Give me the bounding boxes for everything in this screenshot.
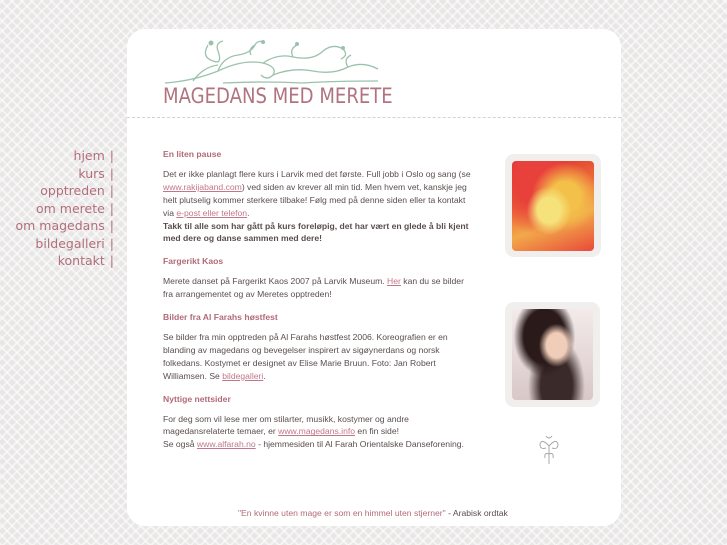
section-text-fargerikt: Merete danset på Fargerikt Kaos 2007 på Larvik Museum. Her kan du se bilder fra arrangementet og av Meretes opptreden! [163,276,464,300]
main-navigation [15,147,114,270]
contact-link[interactable]: e-post eller telefon [176,207,248,218]
section-heading-fargerikt: Fargerikt Kaos [163,256,224,267]
portrait-photo[interactable] [512,309,593,400]
site-title: MAGEDANS MED MERETE [163,84,393,108]
photo-frame-portrait [505,302,600,407]
section-heading-alfarah: Bilder fra Al Farahs høstfest [163,312,278,323]
section-heading-pause: En liten pause [163,149,222,159]
section-text-alfarah: Se bilder fra min opptreden på Al Farahs høstfest 2006. Koreografien er en blanding av magedans og bevegelser inspirert av sigøynerdans og norsk folkedans. Kostymet er designet av Elise Marie Bruun. Foto: Jan Robert Williamsen. Se bildegalleri. [163,331,448,381]
nav-item-om-magedans[interactable]: om magedans | [15,218,114,233]
nav-item-kontakt[interactable]: kontakt | [57,253,114,268]
thanks-text: Takk til alle som har gått på kurs foreløpig, det har vært en glede å bli kjent med dere og danse sammen med dere! [163,220,469,244]
nav-item-opptreden[interactable]: opptreden | [40,183,114,198]
alfarah-link[interactable]: www.alfarah.no [196,439,256,450]
rakijaband-link[interactable]: www.rakijaband.com [163,181,242,192]
nav-item-bildegalleri[interactable]: bildegalleri | [35,235,114,251]
nav-item-kurs[interactable]: kurs | [78,165,114,181]
section-text-nettsider: For deg som vil lese mer om stilarter, musikk, kostymer og andre magedansrelaterte temaer, er www.magedans.info en fin side! Se også www.alfarah.no - hjemmesiden til Al Farah Orientalske Danseforening. [163,413,464,450]
dancer-photo[interactable] [512,161,594,251]
fargerikt-link[interactable]: Her [387,276,401,287]
magedans-info-link[interactable]: www.magedans.info [278,426,356,437]
header-divider [127,117,621,118]
footer-quote: "En kvinne uten mage er som en himmel uten stjerner" - Arabisk ordtak [238,508,508,518]
main-content [163,148,473,461]
floral-ornament-icon [163,37,383,87]
nav-item-om-merete[interactable]: om merete | [35,200,114,216]
section-heading-nettsider: Nyttige nettsider [163,393,231,404]
photo-frame-dancer [505,154,601,257]
small-floral-ornament-icon [538,434,560,466]
section-text-pause: Det er ikke planlagt flere kurs i Larvik med det første. Full jobb i Oslo og sang (se www.rakijaband.com) ved siden av krever all min tid. Men hvem vet, kanskje jeg helt plutselig kommer sterkere tilbake! Følg med på denne siden eller ta kontakt via e-post eller telefon. Takk til alle som har gått på kurs foreløpig, det har vært en glede å bli kjent med dere og danse sammen med dere! [163,168,471,244]
nav-item-hjem[interactable]: hjem | [73,148,114,163]
bildegalleri-link[interactable]: bildegalleri [222,370,264,381]
